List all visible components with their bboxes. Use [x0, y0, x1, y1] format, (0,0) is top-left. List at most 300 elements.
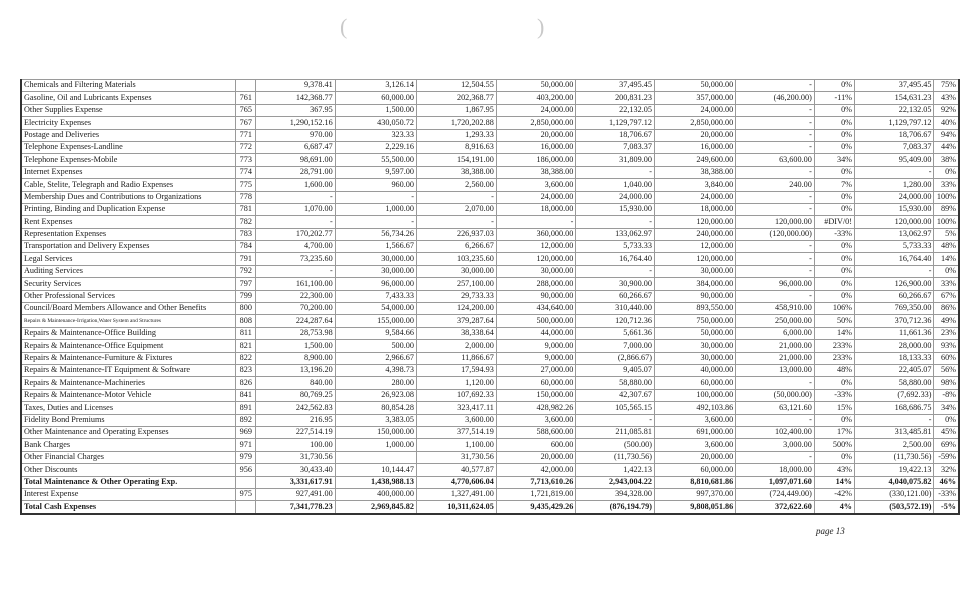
value-cell: 120,712.36: [576, 315, 655, 327]
account-name-cell: Repairs & Maintenance-Furniture & Fixtures: [21, 352, 236, 364]
value-cell: 18,133.33: [854, 352, 934, 364]
account-name-cell: Other Maintenance and Operating Expenses: [21, 426, 236, 438]
value-cell: 1,600.00: [256, 179, 336, 191]
value-cell: 6,266.67: [416, 241, 496, 253]
value-cell: -: [736, 451, 815, 463]
table-row: [21, 488, 959, 500]
table-row: [21, 203, 959, 215]
value-cell: 7,433.33: [335, 290, 416, 302]
account-name-cell: Auditing Services: [21, 265, 236, 277]
account-name-cell: Security Services: [21, 278, 236, 290]
value-cell: 50,000.00: [654, 327, 735, 339]
value-cell: 45%: [934, 426, 959, 438]
value-cell: 0%: [814, 290, 854, 302]
value-cell: 60,266.67: [854, 290, 934, 302]
value-cell: 3,600.00: [496, 179, 576, 191]
value-cell: 103,235.60: [416, 253, 496, 265]
value-cell: 3,126.14: [335, 80, 416, 92]
value-cell: 0%: [814, 191, 854, 203]
value-cell: 142,368.77: [256, 92, 336, 104]
ledger-body: [21, 80, 959, 514]
value-cell: 75%: [934, 80, 959, 92]
value-cell: 7,713,610.26: [496, 476, 576, 488]
table-row: [21, 141, 959, 153]
table-row: [21, 352, 959, 364]
value-cell: 428,982.26: [496, 402, 576, 414]
value-cell: 98%: [934, 377, 959, 389]
value-cell: 37,495.45: [576, 80, 655, 92]
value-cell: 893,550.00: [654, 303, 735, 315]
value-cell: 24,000.00: [654, 104, 735, 116]
value-cell: 15,930.00: [576, 203, 655, 215]
value-cell: 3,600.00: [654, 439, 735, 451]
value-cell: -42%: [814, 488, 854, 500]
value-cell: 11,866.67: [416, 352, 496, 364]
value-cell: 34%: [814, 154, 854, 166]
table-row: [21, 290, 959, 302]
value-cell: 12,000.00: [654, 241, 735, 253]
account-name-cell: Total Maintenance & Other Operating Exp.: [21, 476, 236, 488]
value-cell: 400,000.00: [335, 488, 416, 500]
table-row: [21, 154, 959, 166]
value-cell: 0%: [814, 265, 854, 277]
value-cell: #DIV/0!: [814, 216, 854, 228]
value-cell: 107,692.33: [416, 389, 496, 401]
value-cell: -: [736, 290, 815, 302]
value-cell: 5,733.33: [576, 241, 655, 253]
value-cell: -: [576, 265, 655, 277]
account-name-cell: Repairs & Maintenance-Office Building: [21, 327, 236, 339]
account-name-cell: Rent Expenses: [21, 216, 236, 228]
value-cell: 2,070.00: [416, 203, 496, 215]
table-row: [21, 414, 959, 426]
account-code-cell: 841: [236, 389, 256, 401]
account-name-cell: Cable, Stelite, Telegraph and Radio Expenses: [21, 179, 236, 191]
value-cell: 1,000.00: [335, 439, 416, 451]
value-cell: 17,594.93: [416, 364, 496, 376]
table-row: [21, 104, 959, 116]
value-cell: -: [416, 191, 496, 203]
account-code-cell: [236, 501, 256, 514]
value-cell: 150,000.00: [496, 389, 576, 401]
value-cell: 18,706.67: [854, 129, 934, 141]
value-cell: 3,600.00: [416, 414, 496, 426]
value-cell: (11,730.56): [854, 451, 934, 463]
value-cell: 13,196.20: [256, 364, 336, 376]
value-cell: 9,597.00: [335, 166, 416, 178]
table-row: [21, 80, 959, 92]
value-cell: 492,103.86: [654, 402, 735, 414]
value-cell: 30,000.00: [416, 265, 496, 277]
value-cell: 588,600.00: [496, 426, 576, 438]
value-cell: 1,129,797.12: [854, 117, 934, 129]
value-cell: 93%: [934, 340, 959, 352]
account-code-cell: 892: [236, 414, 256, 426]
value-cell: 18,000.00: [736, 464, 815, 476]
value-cell: 1,720,202.88: [416, 117, 496, 129]
table-row: [21, 253, 959, 265]
value-cell: 0%: [934, 265, 959, 277]
value-cell: 216.95: [256, 414, 336, 426]
value-cell: 12,000.00: [496, 241, 576, 253]
value-cell: 5%: [934, 228, 959, 240]
table-row: [21, 216, 959, 228]
value-cell: 0%: [814, 129, 854, 141]
table-row: [21, 278, 959, 290]
value-cell: 29,733.33: [416, 290, 496, 302]
value-cell: 16,000.00: [496, 141, 576, 153]
value-cell: 18,706.67: [576, 129, 655, 141]
value-cell: 154,191.00: [416, 154, 496, 166]
account-name-cell: Other Financial Charges: [21, 451, 236, 463]
value-cell: 4,700.00: [256, 241, 336, 253]
value-cell: -: [736, 141, 815, 153]
value-cell: 38,388.00: [416, 166, 496, 178]
value-cell: 240.00: [736, 179, 815, 191]
value-cell: 50%: [814, 315, 854, 327]
value-cell: 2,500.00: [854, 439, 934, 451]
value-cell: -: [736, 414, 815, 426]
value-cell: 69%: [934, 439, 959, 451]
value-cell: 50,000.00: [654, 80, 735, 92]
value-cell: 9,435,429.26: [496, 501, 576, 514]
value-cell: -: [416, 216, 496, 228]
value-cell: (7,692.33): [854, 389, 934, 401]
value-cell: 224,287.64: [256, 315, 336, 327]
value-cell: 323.33: [335, 129, 416, 141]
account-code-cell: 811: [236, 327, 256, 339]
value-cell: 250,000.00: [736, 315, 815, 327]
value-cell: -: [576, 216, 655, 228]
value-cell: 6,000.00: [736, 327, 815, 339]
value-cell: 12,504.55: [416, 80, 496, 92]
value-cell: 1,070.00: [256, 203, 336, 215]
value-cell: -: [854, 265, 934, 277]
value-cell: 33%: [934, 179, 959, 191]
value-cell: 40%: [934, 117, 959, 129]
value-cell: 0%: [934, 166, 959, 178]
value-cell: 1,500.00: [256, 340, 336, 352]
account-code-cell: 800: [236, 303, 256, 315]
value-cell: 3,840.00: [654, 179, 735, 191]
value-cell: 30,000.00: [654, 265, 735, 277]
value-cell: 90,000.00: [496, 290, 576, 302]
value-cell: 242,562.83: [256, 402, 336, 414]
value-cell: -: [854, 166, 934, 178]
value-cell: (724,449.00): [736, 488, 815, 500]
value-cell: 31,730.56: [416, 451, 496, 463]
value-cell: 379,287.64: [416, 315, 496, 327]
value-cell: 30,900.00: [576, 278, 655, 290]
value-cell: 18,000.00: [654, 203, 735, 215]
value-cell: 1,040.00: [576, 179, 655, 191]
value-cell: 60,000.00: [654, 464, 735, 476]
value-cell: 360,000.00: [496, 228, 576, 240]
value-cell: 90,000.00: [654, 290, 735, 302]
value-cell: 44,000.00: [496, 327, 576, 339]
table-row: [21, 464, 959, 476]
value-cell: 124,200.00: [416, 303, 496, 315]
value-cell: 30,000.00: [654, 340, 735, 352]
table-row: [21, 327, 959, 339]
value-cell: 10,144.47: [335, 464, 416, 476]
account-code-cell: 797: [236, 278, 256, 290]
value-cell: 22,300.00: [256, 290, 336, 302]
value-cell: 38%: [934, 154, 959, 166]
value-cell: 21,000.00: [736, 352, 815, 364]
value-cell: (120,000.00): [736, 228, 815, 240]
value-cell: 5,733.33: [854, 241, 934, 253]
table-row: [21, 402, 959, 414]
table-row: [21, 476, 959, 488]
value-cell: 80,769.25: [256, 389, 336, 401]
value-cell: 38,388.00: [496, 166, 576, 178]
value-cell: (11,730.56): [576, 451, 655, 463]
value-cell: -11%: [814, 92, 854, 104]
value-cell: 14%: [814, 327, 854, 339]
value-cell: 0%: [934, 414, 959, 426]
value-cell: -: [736, 80, 815, 92]
value-cell: 288,000.00: [496, 278, 576, 290]
value-cell: 600.00: [496, 439, 576, 451]
value-cell: -: [576, 166, 655, 178]
value-cell: 1,280.00: [854, 179, 934, 191]
value-cell: 170,202.77: [256, 228, 336, 240]
account-code-cell: 975: [236, 488, 256, 500]
account-code-cell: 808: [236, 315, 256, 327]
account-code-cell: 792: [236, 265, 256, 277]
value-cell: -5%: [934, 501, 959, 514]
value-cell: 257,100.00: [416, 278, 496, 290]
account-name-cell: Legal Services: [21, 253, 236, 265]
value-cell: 58,880.00: [576, 377, 655, 389]
value-cell: 73,235.60: [256, 253, 336, 265]
value-cell: 18,000.00: [496, 203, 576, 215]
value-cell: 24,000.00: [854, 191, 934, 203]
value-cell: -: [256, 265, 336, 277]
value-cell: 2,850,000.00: [496, 117, 576, 129]
value-cell: 240,000.00: [654, 228, 735, 240]
account-name-cell: Representation Expenses: [21, 228, 236, 240]
value-cell: 6,687.47: [256, 141, 336, 153]
value-cell: 211,085.81: [576, 426, 655, 438]
value-cell: 1,129,797.12: [576, 117, 655, 129]
value-cell: (2,866.67): [576, 352, 655, 364]
value-cell: 161,100.00: [256, 278, 336, 290]
value-cell: 11,661.36: [854, 327, 934, 339]
account-name-cell: Total Cash Expenses: [21, 501, 236, 514]
account-code-cell: 826: [236, 377, 256, 389]
value-cell: 0%: [814, 241, 854, 253]
table-row: [21, 364, 959, 376]
account-name-cell: Fidelity Bond Premiums: [21, 414, 236, 426]
value-cell: 458,910.00: [736, 303, 815, 315]
value-cell: 30,000.00: [335, 265, 416, 277]
value-cell: 67%: [934, 290, 959, 302]
account-code-cell: 778: [236, 191, 256, 203]
account-code-cell: 956: [236, 464, 256, 476]
value-cell: 58,880.00: [854, 377, 934, 389]
value-cell: 370,712.36: [854, 315, 934, 327]
value-cell: 100%: [934, 216, 959, 228]
account-name-cell: Other Discounts: [21, 464, 236, 476]
value-cell: -: [736, 253, 815, 265]
value-cell: 43%: [934, 92, 959, 104]
account-name-cell: Council/Board Members Allowance and Other Benefits: [21, 303, 236, 315]
value-cell: 20,000.00: [654, 451, 735, 463]
value-cell: 367.95: [256, 104, 336, 116]
value-cell: 372,622.60: [736, 501, 815, 514]
table-row: [21, 439, 959, 451]
account-name-cell: Electricity Expenses: [21, 117, 236, 129]
value-cell: 4,770,606.04: [416, 476, 496, 488]
value-cell: 8,810,681.86: [654, 476, 735, 488]
value-cell: 2,229.16: [335, 141, 416, 153]
account-name-cell: Telephone Expenses-Mobile: [21, 154, 236, 166]
value-cell: 1,327,491.00: [416, 488, 496, 500]
value-cell: 14%: [934, 253, 959, 265]
value-cell: 42,000.00: [496, 464, 576, 476]
value-cell: 7,000.00: [576, 340, 655, 352]
value-cell: 31,730.56: [256, 451, 336, 463]
value-cell: 106%: [814, 303, 854, 315]
value-cell: -: [496, 216, 576, 228]
value-cell: 44%: [934, 141, 959, 153]
value-cell: 4,040,075.82: [854, 476, 934, 488]
value-cell: 840.00: [256, 377, 336, 389]
account-code-cell: 891: [236, 402, 256, 414]
value-cell: 0%: [814, 203, 854, 215]
value-cell: 154,631.23: [854, 92, 934, 104]
account-name-cell: Transportation and Delivery Expenses: [21, 241, 236, 253]
value-cell: 280.00: [335, 377, 416, 389]
value-cell: 60,000.00: [335, 92, 416, 104]
value-cell: 202,368.77: [416, 92, 496, 104]
value-cell: 26,923.08: [335, 389, 416, 401]
value-cell: 94%: [934, 129, 959, 141]
account-name-cell: Repairs & Maintenance-Motor Vehicle: [21, 389, 236, 401]
value-cell: 2,850,000.00: [654, 117, 735, 129]
value-cell: 120,000.00: [496, 253, 576, 265]
value-cell: 20,000.00: [496, 129, 576, 141]
account-name-cell: Telephone Expenses-Landline: [21, 141, 236, 153]
account-name-cell: Taxes, Duties and Licenses: [21, 402, 236, 414]
account-code-cell: [236, 476, 256, 488]
value-cell: 120,000.00: [654, 253, 735, 265]
value-cell: 3,600.00: [654, 414, 735, 426]
value-cell: 0%: [814, 451, 854, 463]
value-cell: 8,900.00: [256, 352, 336, 364]
account-code-cell: 767: [236, 117, 256, 129]
value-cell: 9,000.00: [496, 340, 576, 352]
value-cell: 100.00: [256, 439, 336, 451]
value-cell: -: [736, 191, 815, 203]
value-cell: 100%: [934, 191, 959, 203]
value-cell: 105,565.15: [576, 402, 655, 414]
value-cell: 9,000.00: [496, 352, 576, 364]
table-row: [21, 191, 959, 203]
value-cell: 28,753.98: [256, 327, 336, 339]
account-name-cell: Postage and Deliveries: [21, 129, 236, 141]
account-name-cell: Repairs & Maintenance-IT Equipment & Software: [21, 364, 236, 376]
value-cell: 28,000.00: [854, 340, 934, 352]
account-code-cell: 771: [236, 129, 256, 141]
value-cell: 49%: [934, 315, 959, 327]
value-cell: 2,000.00: [416, 340, 496, 352]
value-cell: 0%: [814, 117, 854, 129]
account-name-cell: Internet Expenses: [21, 166, 236, 178]
value-cell: 384,000.00: [654, 278, 735, 290]
value-cell: 16,764.40: [576, 253, 655, 265]
account-name-cell: Printing, Binding and Duplication Expense: [21, 203, 236, 215]
value-cell: 394,328.00: [576, 488, 655, 500]
table-row: [21, 228, 959, 240]
value-cell: 168,686.75: [854, 402, 934, 414]
value-cell: 3,331,617.91: [256, 476, 336, 488]
value-cell: -33%: [814, 389, 854, 401]
value-cell: 89%: [934, 203, 959, 215]
account-code-cell: 781: [236, 203, 256, 215]
value-cell: 24,000.00: [496, 104, 576, 116]
account-name-cell: Membership Dues and Contributions to Organizations: [21, 191, 236, 203]
value-cell: -33%: [814, 228, 854, 240]
value-cell: 377,514.19: [416, 426, 496, 438]
value-cell: 186,000.00: [496, 154, 576, 166]
account-name-cell: Repairs & Maintenance-Office Equipment: [21, 340, 236, 352]
value-cell: 323,417.11: [416, 402, 496, 414]
value-cell: 24,000.00: [576, 191, 655, 203]
value-cell: 32%: [934, 464, 959, 476]
value-cell: 17%: [814, 426, 854, 438]
value-cell: 96,000.00: [335, 278, 416, 290]
value-cell: 1,438,988.13: [335, 476, 416, 488]
value-cell: 31,809.00: [576, 154, 655, 166]
table-row: [21, 501, 959, 514]
value-cell: 233%: [814, 352, 854, 364]
value-cell: 70,200.00: [256, 303, 336, 315]
value-cell: (330,121.00): [854, 488, 934, 500]
value-cell: 19,422.13: [854, 464, 934, 476]
value-cell: -: [736, 117, 815, 129]
value-cell: 434,640.00: [496, 303, 576, 315]
left-parenthesis-mark: (: [340, 14, 348, 39]
value-cell: 13,000.00: [736, 364, 815, 376]
value-cell: 30,433.40: [256, 464, 336, 476]
value-cell: 63,121.60: [736, 402, 815, 414]
account-code-cell: 979: [236, 451, 256, 463]
right-parenthesis-mark: ): [537, 14, 545, 39]
value-cell: 310,440.00: [576, 303, 655, 315]
value-cell: 63,600.00: [736, 154, 815, 166]
account-code-cell: 971: [236, 439, 256, 451]
table-row: [21, 315, 959, 327]
value-cell: 92%: [934, 104, 959, 116]
value-cell: -: [335, 191, 416, 203]
table-row: [21, 166, 959, 178]
value-cell: 227,514.19: [256, 426, 336, 438]
value-cell: (876,194.79): [576, 501, 655, 514]
account-code-cell: 774: [236, 166, 256, 178]
account-name-cell: Interest Expense: [21, 488, 236, 500]
value-cell: 24,000.00: [496, 191, 576, 203]
value-cell: -: [736, 203, 815, 215]
value-cell: (500.00): [576, 439, 655, 451]
value-cell: 0%: [814, 278, 854, 290]
table-row: [21, 117, 959, 129]
value-cell: 9,378.41: [256, 80, 336, 92]
value-cell: 1,422.13: [576, 464, 655, 476]
table-row: [21, 377, 959, 389]
